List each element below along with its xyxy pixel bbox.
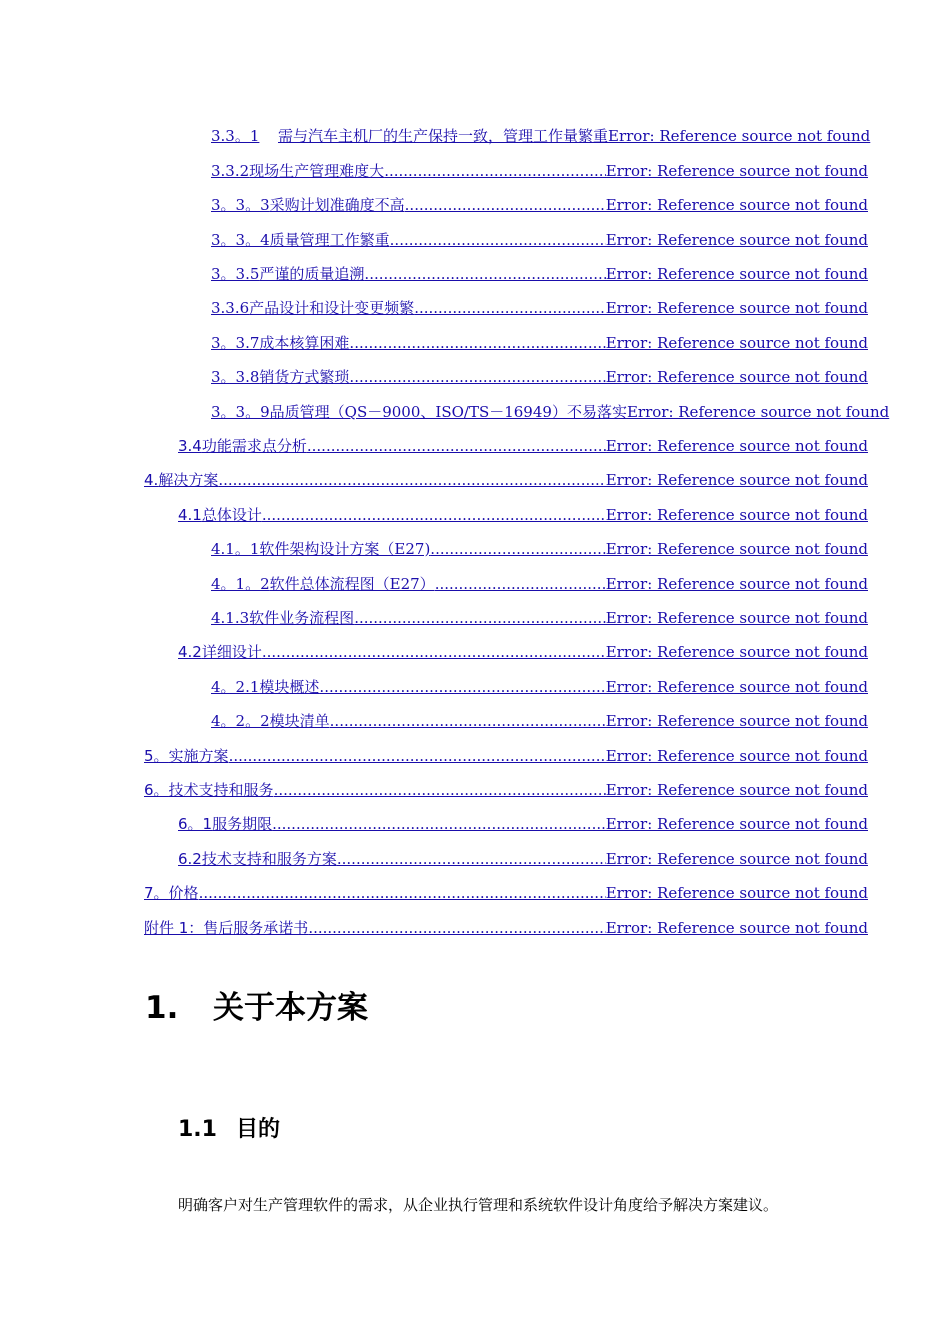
toc-entry-title: 模块概述 <box>259 678 320 696</box>
toc-entry-reference: Error: Reference source not found <box>605 575 868 593</box>
toc-entry-5[interactable] <box>144 745 868 767</box>
toc-entry-reference: Error: Reference source not found <box>605 265 868 283</box>
toc-entry-number: 3。3。3 <box>211 196 270 214</box>
toc-leader-dots <box>390 229 606 251</box>
toc-entry-reference: Error: Reference source not found <box>605 609 868 627</box>
toc-entry-number: 4.1.3 <box>211 609 250 627</box>
toc-entry-number: 4.1 <box>178 506 202 524</box>
toc-entry-number: 4.1。1 <box>211 540 260 558</box>
heading-title: 目的 <box>236 1117 281 1142</box>
toc-entry-4-1-1[interactable] <box>211 538 868 560</box>
toc-leader-dots <box>364 263 605 285</box>
toc-entry-3-3-4[interactable] <box>211 229 868 251</box>
toc-entry-title: 服务期限 <box>212 815 273 833</box>
toc-entry-title: 销货方式繁琐 <box>259 368 350 386</box>
toc-entry-reference: Error: Reference source not found <box>605 506 868 524</box>
toc-entry-reference: Error: Reference source not found <box>605 678 868 696</box>
toc-entry-4-2-2[interactable] <box>211 710 868 732</box>
toc-leader-dots <box>218 469 605 491</box>
toc-entry-number: 3.3。1 <box>211 127 260 145</box>
toc-entry-6-2[interactable] <box>178 848 868 870</box>
toc-entry-reference: Error: Reference source not found <box>605 815 868 833</box>
toc-entry-reference: Error: Reference source not found <box>605 162 868 180</box>
toc-entry-title: 采购计划准确度不高 <box>269 196 405 214</box>
toc-entry-title: 品质管理（QS－9000、ISO/TS－16949）不易落实 <box>269 403 627 421</box>
heading-number: 1.1 <box>178 1117 217 1142</box>
toc-entry-number: 4。1。2 <box>211 575 270 593</box>
toc-entry-number: 3.4 <box>178 437 202 455</box>
toc-entry-7[interactable] <box>144 882 868 904</box>
toc-entry-number: 3.3.6 <box>211 299 250 317</box>
toc-entry-title: 成本核算困难 <box>259 334 350 352</box>
toc-entry-4-1-3[interactable] <box>211 607 868 629</box>
toc-entry-reference: Error: Reference source not found <box>605 299 868 317</box>
toc-entry-4[interactable] <box>144 469 868 491</box>
toc-entry-3-3-1[interactable] <box>211 125 879 147</box>
toc-entry-reference: Error: Reference source not found <box>626 403 890 421</box>
toc-entry-reference: Error: Reference source not found <box>605 368 868 386</box>
toc-leader-dots <box>349 332 605 354</box>
toc-leader-dots <box>308 917 605 939</box>
toc-entry-3-3-9[interactable] <box>211 401 890 423</box>
toc-entry-number: 4.2 <box>178 643 202 661</box>
toc-leader-dots <box>229 745 606 767</box>
toc-entry-4-1-2[interactable] <box>211 573 868 595</box>
toc-entry-title: 功能需求点分析 <box>201 437 307 455</box>
heading-title: 关于本方案 <box>213 990 368 1026</box>
toc-entry-title: 详细设计 <box>201 643 262 661</box>
toc-entry-3-3-5[interactable] <box>211 263 868 285</box>
toc-entry-reference: Error: Reference source not found <box>605 540 868 558</box>
toc-leader-dots <box>337 848 606 870</box>
toc-entry-title: 总体设计 <box>201 506 262 524</box>
toc-entry-reference: Error: Reference source not found <box>605 334 868 352</box>
toc-entry-number: 4. <box>144 471 159 489</box>
toc-leader-dots <box>272 813 606 835</box>
toc-entry-title: 质量管理工作繁重 <box>269 231 390 249</box>
toc-leader-dots <box>354 607 606 629</box>
toc-entry-reference: Error: Reference source not found <box>605 437 868 455</box>
toc-entry-3-3-6[interactable] <box>211 297 868 319</box>
toc-entry-number: 3。3.8 <box>211 368 260 386</box>
toc-entry-3-3-2[interactable] <box>211 160 868 182</box>
toc-entry-number: 6.2 <box>178 850 202 868</box>
toc-leader-dots <box>405 194 606 216</box>
toc-entry-title: 实施方案 <box>168 747 229 765</box>
toc-leader-dots <box>349 366 605 388</box>
toc-entry-title: 需与汽车主机厂的生产保持一致，管理工作量繁重 <box>278 127 609 145</box>
toc-entry-6[interactable] <box>144 779 868 801</box>
toc-entry-title: 软件总体流程图（E27） <box>269 575 435 593</box>
toc-entry-number: 7。 <box>144 884 169 902</box>
toc-entry-number: 3。3.7 <box>211 334 260 352</box>
toc-leader-dots <box>262 641 606 663</box>
toc-entry-reference: Error: Reference source not found <box>605 850 868 868</box>
toc-entry-title: 技术支持和服务方案 <box>201 850 337 868</box>
toc-entry-4-2[interactable] <box>178 641 868 663</box>
toc-leader-dots <box>274 779 606 801</box>
toc-entry-3-3-7[interactable] <box>211 332 868 354</box>
toc-leader-dots <box>330 710 606 732</box>
toc-leader-dots <box>414 297 606 319</box>
toc-entry-number: 3.3.2 <box>211 162 250 180</box>
toc-entry-reference: Error: Reference source not found <box>605 781 868 799</box>
toc-entry-title: 严谨的质量追溯 <box>259 265 365 283</box>
toc-entry-reference: Error: Reference source not found <box>605 747 868 765</box>
toc-entry-reference: Error: Reference source not found <box>605 643 868 661</box>
toc-entry-title: 现场生产管理难度大 <box>249 162 385 180</box>
section-heading-1-1 <box>178 1112 280 1143</box>
toc-entry-title: 软件架构设计方案（E27) <box>259 540 431 558</box>
toc-entry-title: 产品设计和设计变更频繁 <box>249 299 415 317</box>
toc-entry-number: 3。3。4 <box>211 231 270 249</box>
toc-entry-title: 技术支持和服务 <box>168 781 274 799</box>
toc-entry-number: 3。3.5 <box>211 265 260 283</box>
toc-entry-number: 6。 <box>144 781 169 799</box>
toc-entry-reference: Error: Reference source not found <box>608 127 871 145</box>
toc-entry-title: 附件 1：售后服务承诺书 <box>144 919 309 937</box>
toc-leader-dots <box>430 538 605 560</box>
toc-leader-dots <box>384 160 606 182</box>
toc-entry-4-1[interactable] <box>178 504 868 526</box>
toc-entry-number: 6。1 <box>178 815 213 833</box>
toc-entry-reference: Error: Reference source not found <box>605 884 868 902</box>
toc-entry-reference: Error: Reference source not found <box>605 196 868 214</box>
toc-entry-title: 价格 <box>168 884 199 902</box>
heading-number: 1. <box>145 990 179 1026</box>
toc-leader-dots <box>199 882 606 904</box>
toc-leader-dots <box>319 676 605 698</box>
toc-entry-3-4[interactable] <box>178 435 868 457</box>
toc-entry-title: 模块清单 <box>269 712 330 730</box>
toc-entry-reference: Error: Reference source not found <box>605 471 868 489</box>
section-heading-1 <box>145 982 368 1027</box>
toc-entry-number: 5。 <box>144 747 169 765</box>
toc-entry-3-3-8[interactable] <box>211 366 868 388</box>
toc-leader-dots <box>307 435 606 457</box>
toc-entry-title: 解决方案 <box>158 471 219 489</box>
toc-entry-number: 3。3。9 <box>211 403 270 421</box>
toc-leader-dots <box>435 573 606 595</box>
toc-entry-number: 4。2.1 <box>211 678 260 696</box>
toc-entry-reference: Error: Reference source not found <box>605 231 868 249</box>
toc-entry-appendix-1[interactable] <box>144 917 868 939</box>
toc-entry-reference: Error: Reference source not found <box>605 919 868 937</box>
toc-entry-reference: Error: Reference source not found <box>605 712 868 730</box>
toc-entry-title: 软件业务流程图 <box>249 609 355 627</box>
body-paragraph: 明确客户对生产管理软件的需求，从企业执行管理和系统软件设计角度给予解决方案建议。 <box>178 1196 779 1214</box>
toc-entry-3-3-3[interactable] <box>211 194 868 216</box>
toc-leader-dots <box>262 504 606 526</box>
toc-entry-4-2-1[interactable] <box>211 676 868 698</box>
toc-entry-number: 4。2。2 <box>211 712 270 730</box>
toc-entry-6-1[interactable] <box>178 813 868 835</box>
